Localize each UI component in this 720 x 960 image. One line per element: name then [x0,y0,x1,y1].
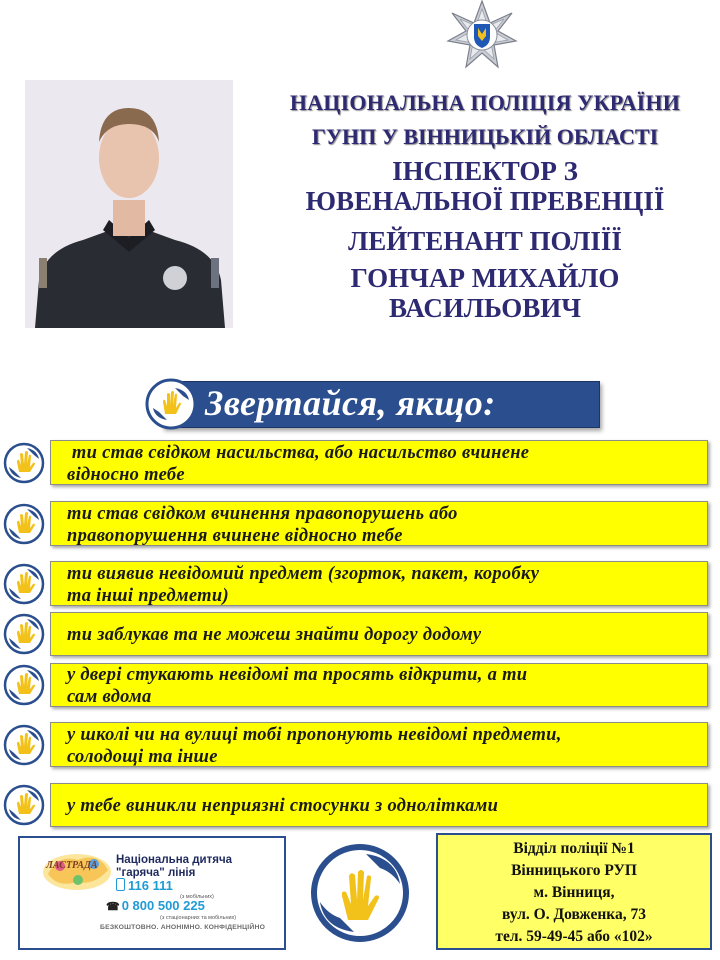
position-line1: ІНСПЕКТОР З [392,156,578,186]
hand-badge-icon [2,663,46,707]
hotline-card [18,836,286,950]
la-strada-logo-text: ЛАСТРАДА [46,860,98,871]
hand-badge-icon [2,783,46,827]
address-card [436,833,712,950]
officer-photo [25,80,233,328]
situation-item [50,783,708,827]
address-line3: м. Вінниця, [533,884,615,901]
hotline-title-line2: "гаряча" лінія [116,867,196,879]
la-strada-logo [38,846,116,896]
situation-line1: ти заблукав та не можеш знайти дорогу додому [67,625,482,645]
situation-line1: ти став свідком насильства, або насильство вчинене [67,442,530,463]
hotline-title-line1: Національна дитяча [116,854,233,866]
mobile-note: (з мобільних) [180,894,214,900]
rank: ЛЕЙТЕНАНТ ПОЛІЇЇ [348,226,622,256]
name-line1: ГОНЧАР МИХАЙЛО [350,263,620,293]
situation-text [67,624,481,646]
situation-line2: відносно тебе [67,464,185,485]
situation-line1: у тебе виникли неприязні стосунки з однолітками [67,796,499,816]
situation-item [50,440,708,485]
situation-text [67,724,562,768]
position-title [250,156,720,216]
org-department: ГУНП У ВІННИЦЬКІЙ ОБЛАСТІ [311,124,659,149]
situation-line1: ти став свідком вчинення правопорушень або [67,503,458,524]
mobile-number: 116 111 [128,878,173,893]
situation-line1: у школі чи на вулиці тобі пропонують невідомі предмети, [67,724,562,745]
situation-line1: ти виявив невідомий предмет (згорток, пакет, коробку [67,563,540,584]
free-number: 0 800 500 225 [121,898,205,913]
police-emblem-icon [432,0,532,70]
hotline-title [116,854,232,880]
situation-item [50,561,708,606]
hands-logo-icon [296,836,424,950]
hotline-footer: БЕЗКОШТОВНО. АНОНІМНО. КОНФІДЕНЦІЙНО [100,924,266,931]
situation-item [50,612,708,656]
banner-title: Звертайся, якщо: [205,383,496,423]
hotline-mobile[interactable] [116,878,173,893]
position-line2: ЮВЕНАЛЬНОЇ ПРЕВЕНЦІЇ [305,186,665,216]
situation-line2: правопорушення вчинене відносно тебе [67,525,403,546]
situation-text [67,664,527,708]
address-line5[interactable]: тел. 59-49-45 або «102» [495,928,653,945]
free-note: (з стаціонарних та мобільних) [160,915,237,921]
situation-text [67,503,458,547]
situation-text [67,563,539,607]
address-line4: вул. О. Довженка, 73 [502,906,646,923]
situation-item [50,722,708,767]
hand-badge-icon [2,441,46,485]
situation-text [67,795,498,817]
situation-item [50,663,708,707]
situation-line1: у двері стукають невідомі та просять відкрити, а ти [67,665,528,685]
situation-line2: сам вдома [67,687,152,707]
situation-item [50,501,708,546]
org-name: НАЦІОНАЛЬНА ПОЛІЦІЯ УКРАЇНИ [289,90,681,115]
name-line2: ВАСИЛЬОВИЧ [388,293,582,323]
address-line1: Відділ поліції №1 [513,840,635,857]
officer-name [250,263,720,323]
hotline-free[interactable] [106,898,205,913]
situation-text [67,442,529,486]
hand-badge-icon [2,612,46,656]
situation-line2: та інші предмети) [67,585,229,606]
hand-badge-icon [2,723,46,767]
mobile-icon [116,878,125,891]
hand-badge-icon [2,562,46,606]
situation-line2: солодощі та інше [67,746,218,767]
hand-badge-icon [145,378,197,430]
address-line2: Вінницького РУП [511,862,637,879]
hand-badge-icon [2,502,46,546]
phone-icon: ☎ [106,901,120,913]
